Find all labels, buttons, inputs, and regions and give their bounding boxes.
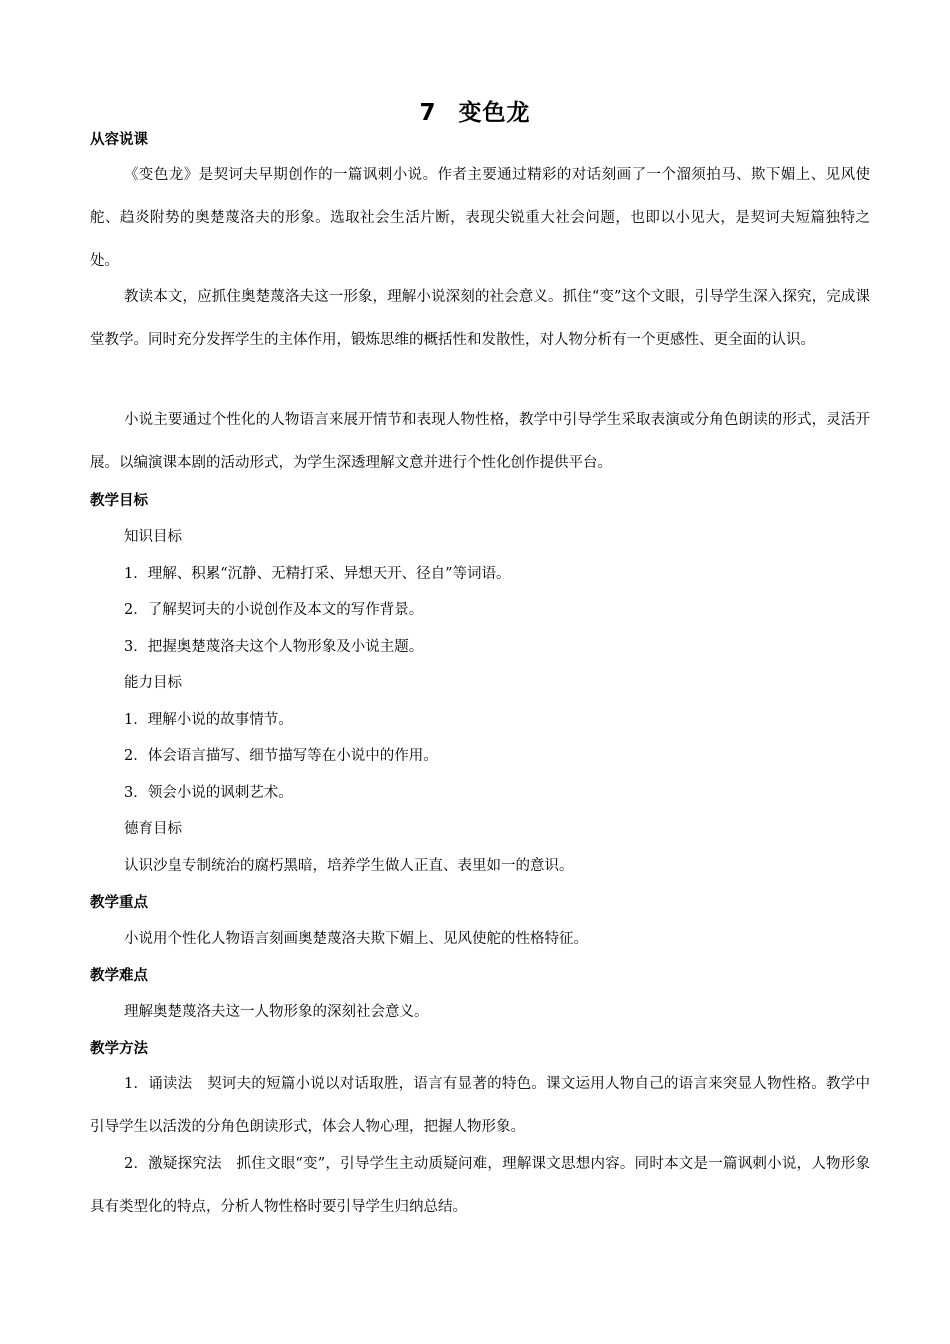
lesson-number: 7 [419,100,437,126]
key-points-text: 小说用个性化人物语言刻画奥楚蔑洛夫欺下媚上、见风使舵的性格特征。 [124,931,588,947]
difficulties-text: 理解奥楚蔑洛夫这一人物形象的深刻社会意义。 [124,1004,429,1020]
intro-paragraph-2: 教读本文，应抓住奥楚蔑洛夫这一形象，理解小说深刻的社会意义。抓住“变”这个文眼，引导学生深入探究，完成课堂教学。同时充分发挥学生的主体作用，锻炼思维的概括性和发散性，对人物分析有一个更感性、更全面的认识。 [90,289,870,348]
knowledge-goal-item-1: 1．理解、积累“沉静、无精打采、异想天开、径自”等词语。 [124,566,511,582]
moral-goal-label: 德育目标 [124,821,182,837]
knowledge-goal-item-3: 3．把握奥楚蔑洛夫这个人物形象及小说主题。 [124,639,424,655]
intro-paragraph-1: 《变色龙》是契诃夫早期创作的一篇讽刺小说。作者主要通过精彩的对话刻画了一个溜须拍马、欺下媚上、见风使舵、趋炎附势的奥楚蔑洛夫的形象。选取社会生活片断，表现尖锐重大社会问题，也即以小见大，是契诃夫短篇独特之处。 [90,167,870,269]
knowledge-goal-label: 知识目标 [124,529,182,545]
heading-methods: 教学方法 [90,1041,148,1057]
heading-goals: 教学目标 [90,493,148,509]
page-title [0,95,950,131]
moral-goal-text: 认识沙皇专制统治的腐朽黑暗，培养学生做人正直、表里如一的意识。 [124,858,574,874]
heading-difficulties: 教学难点 [90,968,148,984]
ability-goal-item-2: 2．体会语言描写、细节描写等在小说中的作用。 [124,748,438,764]
heading-intro: 从容说课 [90,132,148,148]
intro-paragraph-3: 小说主要通过个性化的人物语言来展开情节和表现人物性格，教学中引导学生采取表演或分角色朗读的形式，灵活开展。以编演课本剧的活动形式，为学生深透理解文意并进行个性化创作提供平台。 [90,412,870,471]
knowledge-goal-item-2: 2．了解契诃夫的小说创作及本文的写作背景。 [124,602,424,618]
ability-goal-label: 能力目标 [124,675,182,691]
method-paragraph-1: 1．诵读法 契诃夫的短篇小说以对话取胜，语言有显著的特色。课文运用人物自己的语言来突显人物性格。教学中引导学生以活泼的分角色朗读形式，体会人物心理，把握人物形象。 [90,1076,870,1135]
method-paragraph-2: 2．激疑探究法 抓住文眼“变”，引导学生主动质疑问难，理解课文思想内容。同时本文是一篇讽刺小说，人物形象具有类型化的特点，分析人物性格时要引导学生归纳总结。 [90,1156,870,1215]
lesson-title: 变色龙 [458,100,531,126]
ability-goal-item-3: 3．领会小说的讽刺艺术。 [124,785,293,801]
ability-goal-item-1: 1．理解小说的故事情节。 [124,712,293,728]
heading-key-points: 教学重点 [90,895,148,911]
